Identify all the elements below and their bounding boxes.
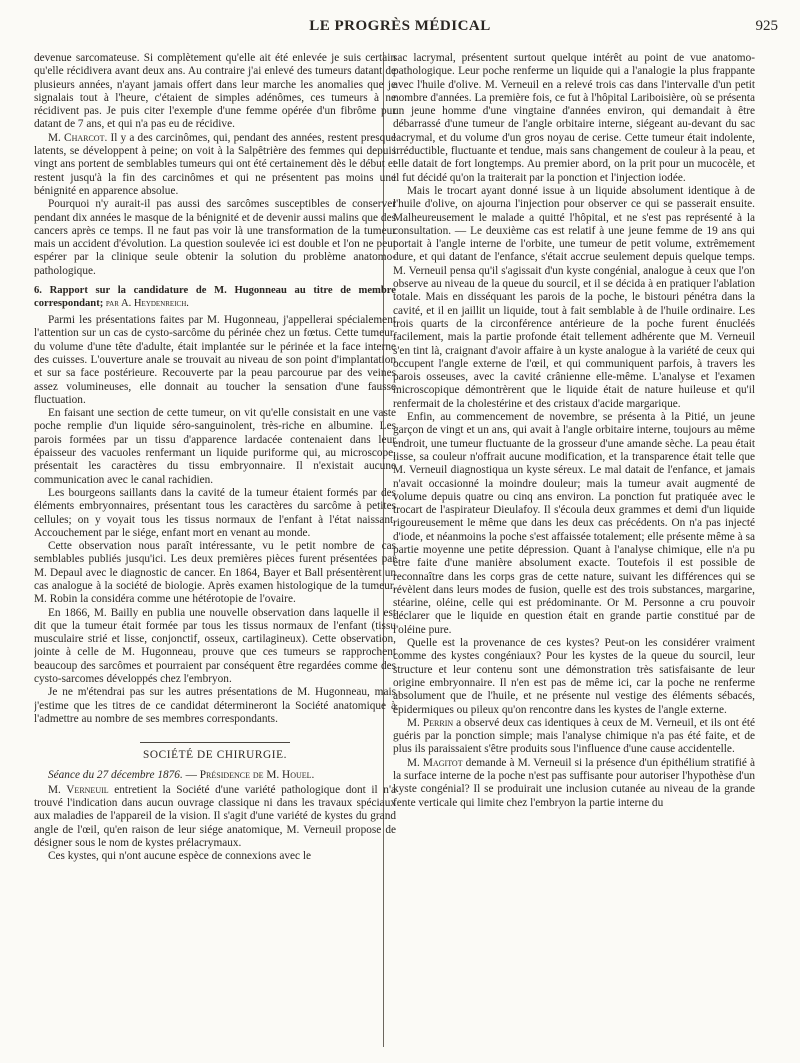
paragraph: En 1866, M. Bailly en publia une nouvelle observation dans laquelle il est dit que la tumeur était formée par tous les tissus normaux de l'enfant (tissu musculaire strié et lisse, conjonctif, osseux, cartilagineux). Cette observation, jointe à celle de M. Hugonneau, prouve que ces tumeurs se rapprochent beaucoup des sarcômes et pourraient par conséquent être regardées comme des cysto-sarcomes développés chez l'embryon. [34,606,396,686]
paragraph: En faisant une section de cette tumeur, on vit qu'elle consistait en une vaste poche remplie d'un liquide séro-sanguinolent, très-riche en albumine. Les parois formées par un tissu d'apparence lardacée contenaient dans leur épaisseur des vacuoles renfermant un liquide puriforme qui, au microscope, présentait les caractères du tissu embryonnaire. Il n'existait aucune communication avec le canal rachidien. [34,407,396,486]
speaker-name: M. Magitot [407,756,463,769]
paragraph: Cette observation nous paraît intéressante, vu le petit nombre de cas semblables publiés jusqu'ici. Les deux premières pièces furent présentées par M. Depaul avec le diagnostic de cancer. En 1864, Bayer et Ball présentèrent un cas analogue à la société de biologie. Après examen histologique de la tumeur, M. Robin la considéra comme une hétérotopie de l'ovaire. [34,540,396,606]
seance-presidence: — Présidence de M. Houel. [182,768,315,781]
page-number: 925 [755,18,778,34]
paragraph-text: entretient la Société d'une variété pathologique dont il n'a trouvé l'indication dans aucun ouvrage classique ni dans les travaux spéciaux aux maladies de l'appareil de la vision. Il s'agit d'une variété de kystes du grand angle de l'œil, qu'en raison de leur siége anatomique, M. Verneuil propose de désigner sous le nom de kystes prélacrymaux. [34,783,396,850]
paragraph: Je ne m'étendrai pas sur les autres présentations de M. Hugonneau, mais j'estime que les titres de ce candidat détermineront la Société anatomique à l'admettre au nombre de ses membres correspondants. [34,686,396,725]
divider [140,742,290,743]
paragraph: Parmi les présentations faites par M. Hugonneau, j'appellerai spécialement l'attention sur un cas de cysto-sarcôme du périnée chez un fœtus. Cette tumeur, du volume d'une tête d'adulte, était implantée sur le périnée et la face interne des cuisses. L'ouverture anale se trouvait au niveau de son point d'implantation et sur sa face postérieure. Recouverte par la peau parcourue par des veines assez volumineuses, elle donnait au toucher la sensation d'une fausse fluctuation. [34,314,396,406]
paragraph: Les bourgeons saillants dans la cavité de la tumeur étaient formés par des éléments embryonnaires, présentant tous les caractères du sarcôme à petites cellules; on y voyait tous les tissus normaux de l'enfant à l'état naissant. Accouchement par le siége, enfant mort en venant au monde. [34,486,396,539]
paragraph [34,132,396,198]
section-byline: par A. Heydenreich. [103,298,189,310]
seance-date: Séance du 27 décembre 1876. [48,768,183,781]
right-column [393,52,755,1052]
page-header [0,18,800,40]
paragraph: Mais le trocart ayant donné issue à un liquide absolument identique à de l'huile d'olive, on ajourna l'injection pour observer ce qui se passerait ensuite. Malheureusement le malade a quitté l'hôpital, et ne s'est pas représenté à la consultation. — Le deuxième cas est relatif à une jeune femme de 19 ans qui portait à l'angle interne de l'orbite, une tumeur de petit volume, extrêmement dure, et qui datant de l'enfance, s'était accrue seulement depuis quelque temps. M. Verneuil pensa qu'il s'agissait d'un kyste congénial, analogue à ceux que l'on observe au niveau de la queue du sourcil, et il se décida à en pratiquer l'ablation totale. Mais en disséquant les parois de la poche, le bistouri pénétra dans la cavité, et il en jaillit un liquide, tout à fait semblable à de l'huile ordinaire. Les trois quarts de la circonférence antérieure de la poche furent énucléés facilement, mais la partie profonde était tellement adhérente que M. Verneuil s'en tint là, craignant d'avoir affaire à un kyste analogue à la variété de ceux qui occupent l'angle externe de l'œil, et qui communiquent parfois, à travers les parois osseuses, avec la cavité crânienne elle-même. L'analyse et l'examen microscopique démontrèrent que le liquide était de nature huileuse et qu'il renfermait de la cholestérine et des cristaux d'acide margarique. [393,184,755,410]
paragraph [393,757,755,810]
left-column [34,52,396,1052]
speaker-name: M. Verneuil [48,783,109,796]
paragraph-text: Il y a des carcinômes, qui, pendant des années, restent presque latents, se développent à peine; on voit à la Salpêtrière des femmes qui depuis vingt ans portent de semblables tumeurs qui ont été certainement dès le début et restent jusqu'à la fin des carcinômes et qui ne présentent pas moins une bénignité en apparence absolue. [34,131,396,197]
paragraph: Enfin, au commencement de novembre, se présenta à la Pitié, un jeune garçon de vingt et un ans, qui avait à l'angle orbitaire interne, toujours au même endroit, une tumeur fluctuante de la grosseur d'une amande sèche. La peau était lisse, sa couleur n'offrait aucune modification, et la transparence était telle que M. Verneuil diagnostiqua un kyste séreux. Le mal datait de l'enfance, et jamais n'avait occasionné la moindre douleur; mais la tumeur avait augmenté de volume depuis quatre ou cinq ans environ. La ponction fut pratiquée avec le trocart de l'aspirateur Dieulafoy. Il s'écoula deux grammes et demi d'un liquide rigoureusement le même que dans les deux cas précédents. On n'a pas injecté d'iode, et néanmoins la poche s'est affaissée totalement; elle présente même à sa partie moyenne une petite dépression. Quant à l'analyse chimique, elle n'a pu être faite d'une manière absolument exacte. Toutefois il est possible de reconnaître dans les corps gras de cette nature, suivant les différences qui se révèlent dans leurs modes de fusion, quelle est des trois substances, margarine, stéarine, oléine, celle qui est prédominante. Or M. Personne a cru pouvoir déclarer que le liquide en question était en grande partie constitué par de l'oléine pure. [393,411,755,636]
paragraph-text: demande à M. Verneuil si la présence d'un épithélium stratifié à la surface interne de la poche n'est pas suffisante pour autoriser l'hypothèse d'un kyste congénial? Il se produirait une inclusion cutanée au niveau de la grande fente verticale qui limite chez l'embryon la partie interne du [393,756,755,809]
journal-title: LE PROGRÈS MÉDICAL [309,18,491,34]
paragraph: Ces kystes, qui n'ont aucune espèce de connexions avec le [48,850,312,863]
paragraph: Quelle est la provenance de ces kystes? Peut-on les considérer vraiment comme des kystes congéniaux? Pour les kystes de la queue du sourcil, leur structure et leur contenu sont une démonstration très satisfaisante de leur origine embryonnaire. Il n'en est pas de même ici, car la poche ne renferme absolument que de l'huile, et ne présente nul vestige des éléments sébacés, épidermiques ou pileux qu'on rencontre dans les kystes de l'angle externe. [393,637,755,716]
seance-line [34,769,396,782]
paragraph: devenue sarcomateuse. Si complètement qu'elle ait été enlevée je suis certain qu'elle récidivera avant deux ans. Au contraire j'ai enlevé des tumeurs datant de plusieurs années, n'ayant jamais offert dans leur marche les anomalies que je signalais tout à l'heure, c'étaient de simples adénômes, ces tumeurs à ne récidivent pas. Je puis citer l'exemple d'une femme opérée d'un fibrôme pur datant de 7 ans, et qui n'a pas eu de récidive. [34,52,396,131]
paragraph: Pourquoi n'y aurait-il pas aussi des sarcômes susceptibles de conserver pendant dix années le masque de la bénignité et de devenir aussi malins que des cancers après ce temps. Il ne faut pas voir là une transformation de la tumeur mais un accident d'évolution. La question soulevée ici est double et l'on ne peut espérer par la clinique seule obtenir la solution du problème anatomo-pathologique. [34,198,396,277]
society-title: SOCIÉTÉ DE CHIRURGIE. [142,749,288,762]
speaker-name: M. Charcot. [48,131,108,144]
paragraph: sac lacrymal, présentent surtout quelque intérêt au point de vue anatomo-pathologique. Leur poche renferme un liquide qui a l'analogie la plus frappante avec l'huile d'olive. M. Verneuil en a relevé trois cas dans l'intervalle d'un petit nombre d'années. La première fois, ce fut à l'hôpital Lariboisière, où se présenta un jeune homme d'une vingtaine d'années environ, qui demandait à être débarrassé d'une tumeur de l'angle orbitaire interne, siégeant au-devant du sac lacrymal, et du volume d'un gros noyau de cerise. Cette tumeur était indolente, irréductible, fluctuante et tendue, mais sans changement de couleur à la peau, et elle datait de fort longtemps. Au premier abord, on la prit pour un mucocèle, et il fut décidé qu'on la traiterait par la ponction et l'injection iodée. [393,52,755,184]
section-title: 6. Rapport sur la candidature de M. Hugonneau au titre de membre correspondant; [34,285,396,310]
paragraph [34,784,396,850]
paragraph [393,717,755,757]
society-heading [34,742,396,762]
paragraph-text: a observé deux cas identiques à ceux de M. Verneuil, et ils ont été guéris par la ponction simple; mais l'analyse chimique n'a pas été faite, et de plus ils paraissaient s'être produits sous l'influence d'une cause accidentelle. [393,716,755,756]
section-heading [34,284,396,310]
speaker-name: M. Perrin [407,716,454,729]
